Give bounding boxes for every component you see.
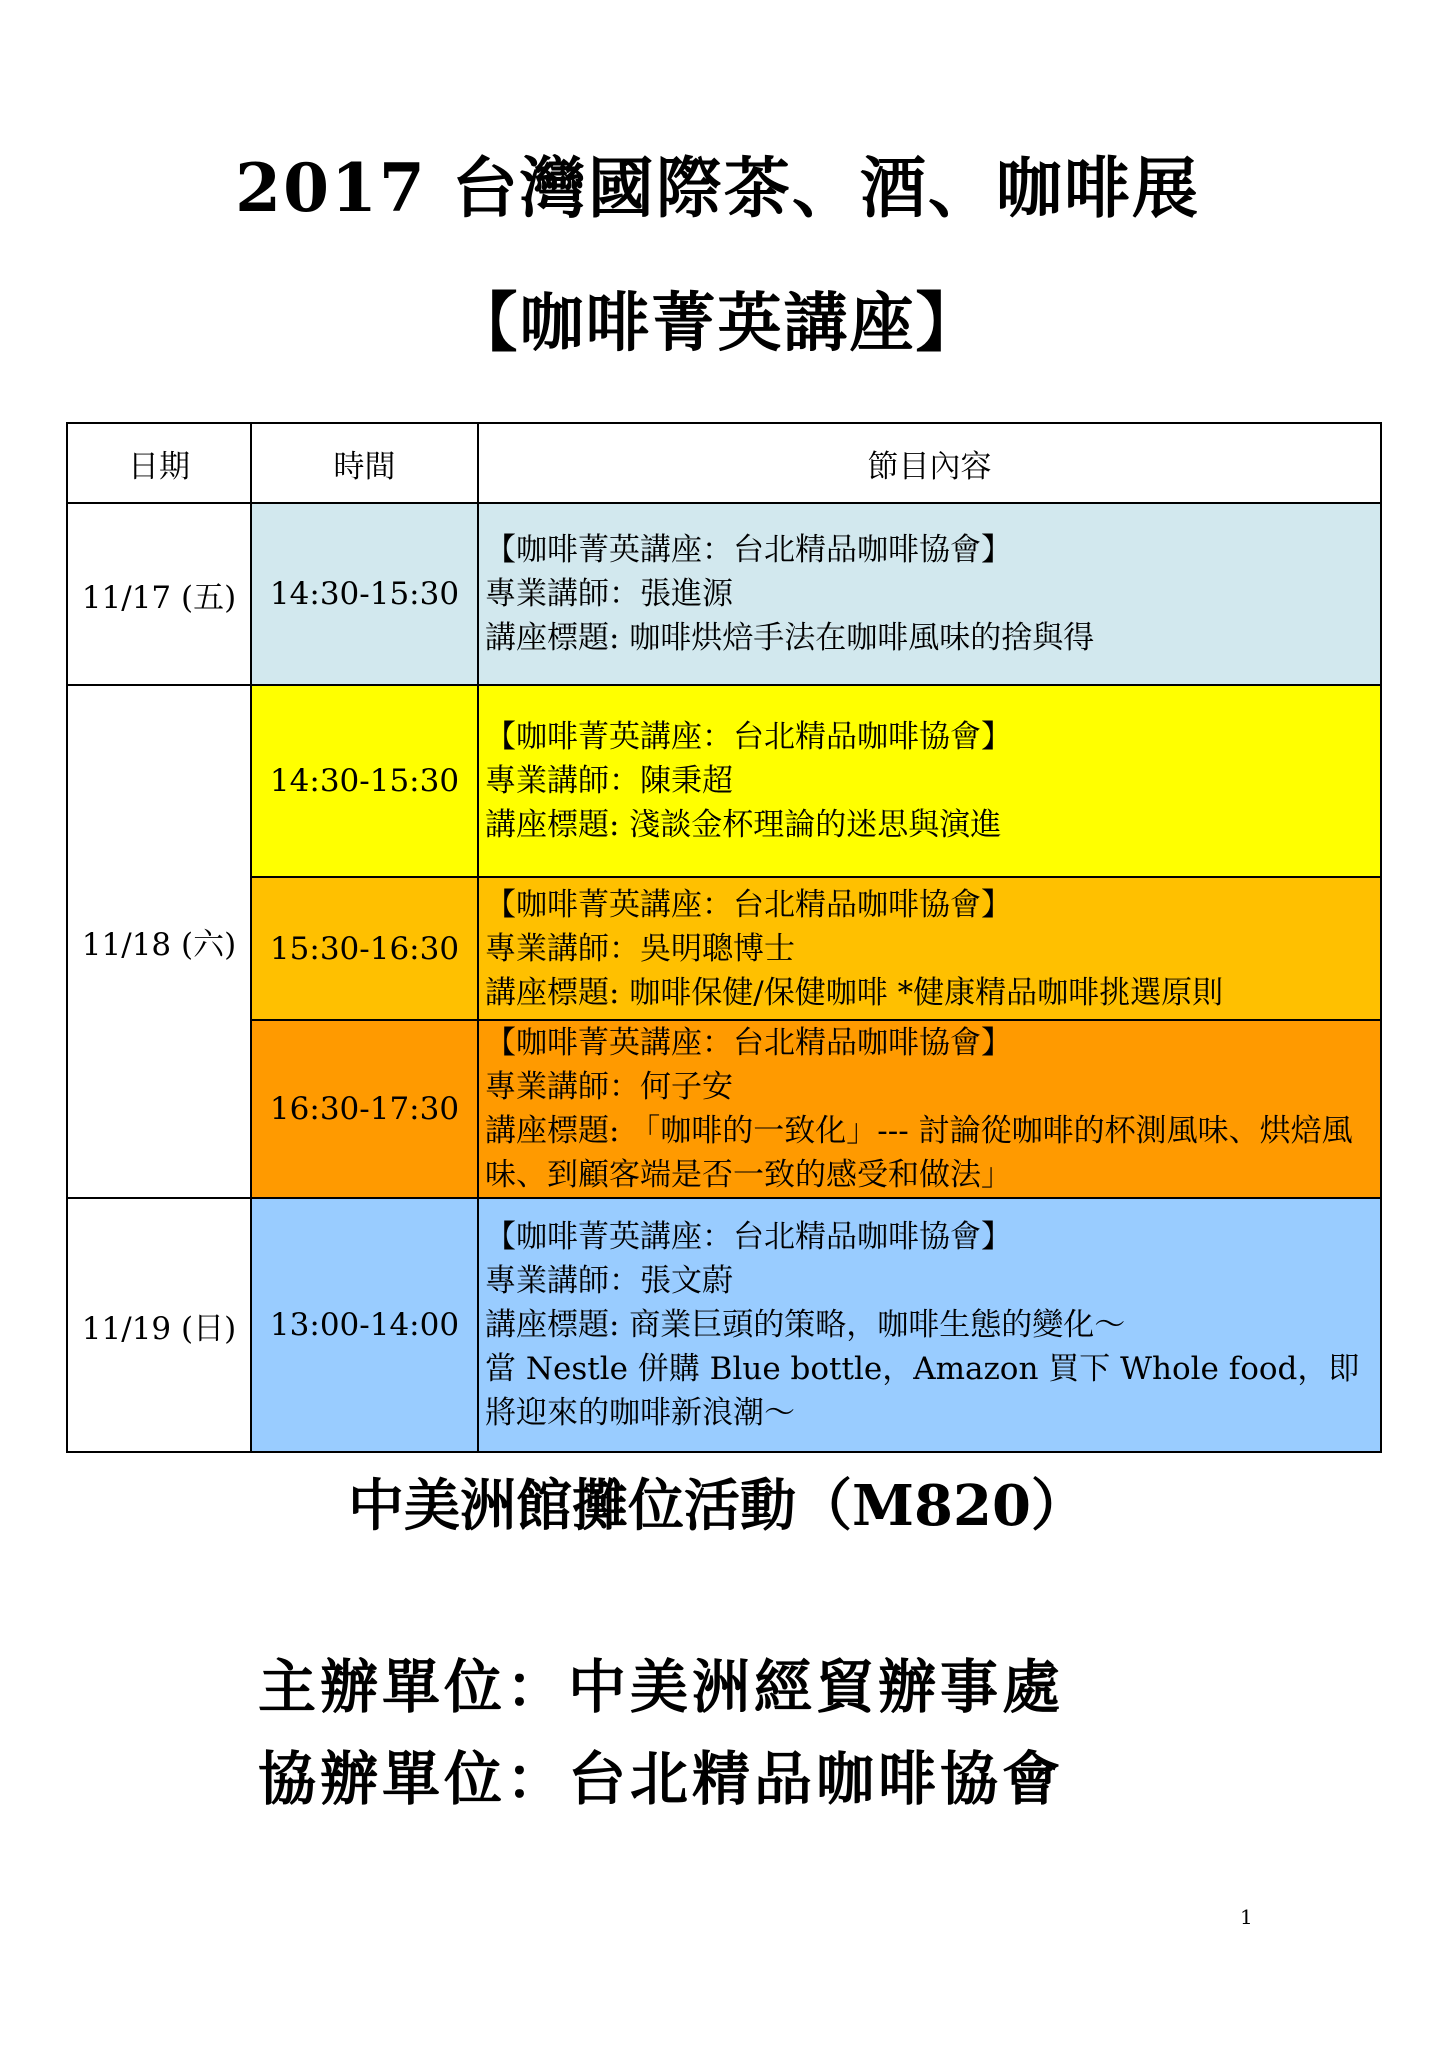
co-host-organizer: 協辦單位：台北精品咖啡協會 bbox=[258, 1745, 1065, 1813]
content-line: 講座標題: 咖啡烘焙手法在咖啡風味的捨與得 bbox=[485, 620, 1095, 656]
content-line: 講座標題: 「咖啡的一致化」--- 討論從咖啡的杯測風味、烘焙風味、到顧客端是否一致的感受和做法」 bbox=[485, 1113, 1353, 1193]
content-cell bbox=[478, 877, 1381, 1020]
host-organizer: 主辦單位：中美洲經貿辦事處 bbox=[258, 1653, 1065, 1721]
content-line: 專業講師：張進源 bbox=[485, 576, 733, 612]
content-line: 【咖啡菁英講座：台北精品咖啡協會】 bbox=[485, 532, 1012, 568]
content-line: 講座標題: 淺談金杯理論的迷思與演進 bbox=[485, 807, 1002, 843]
content-line: 講座標題: 商業巨頭的策略，咖啡生態的變化～ bbox=[485, 1307, 1126, 1343]
content-cell bbox=[478, 685, 1381, 877]
header-time: 時間 bbox=[251, 423, 478, 503]
header-content: 節目內容 bbox=[478, 423, 1381, 503]
content-line: 當 Nestle 併購 Blue bottle，Amazon 買下 Whole food，即將迎來的咖啡新浪潮～ bbox=[485, 1351, 1360, 1431]
table-row bbox=[67, 685, 1381, 877]
page-title: 2017 台灣國際茶、酒、咖啡展 bbox=[235, 149, 1200, 227]
content-cell bbox=[478, 1198, 1381, 1452]
table-row bbox=[67, 503, 1381, 685]
time-cell: 13:00-14:00 bbox=[251, 1198, 478, 1452]
content-line: 專業講師：張文蔚 bbox=[485, 1263, 733, 1299]
content-line: 講座標題: 咖啡保健/保健咖啡 *健康精品咖啡挑選原則 bbox=[485, 974, 1224, 1011]
table-row bbox=[67, 877, 1381, 1020]
content-line: 【咖啡菁英講座：台北精品咖啡協會】 bbox=[485, 1025, 1012, 1061]
content-line: 【咖啡菁英講座：台北精品咖啡協會】 bbox=[485, 886, 1012, 923]
date-cell: 11/17 (五) bbox=[67, 503, 251, 685]
date-cell: 11/18 (六) bbox=[67, 685, 251, 1198]
table-row bbox=[67, 1020, 1381, 1198]
table-row bbox=[67, 1198, 1381, 1452]
content-cell bbox=[478, 1020, 1381, 1198]
time-cell: 14:30-15:30 bbox=[251, 685, 478, 877]
schedule-table bbox=[66, 422, 1382, 1453]
page-subtitle: 【咖啡菁英講座】 bbox=[453, 286, 982, 361]
content-line: 【咖啡菁英講座：台北精品咖啡協會】 bbox=[485, 1219, 1012, 1255]
content-line: 【咖啡菁英講座：台北精品咖啡協會】 bbox=[485, 719, 1012, 755]
content-cell bbox=[478, 503, 1381, 685]
content-line: 專業講師：吳明聰博士 bbox=[485, 930, 795, 967]
date-cell: 11/19 (日) bbox=[67, 1198, 251, 1452]
time-cell: 15:30-16:30 bbox=[251, 877, 478, 1020]
time-cell: 16:30-17:30 bbox=[251, 1020, 478, 1198]
content-line: 專業講師：何子安 bbox=[485, 1069, 733, 1105]
page-number: 1 bbox=[1240, 1905, 1253, 1929]
booth-heading: 中美洲館攤位活動（M820） bbox=[348, 1473, 1087, 1539]
table-header-row bbox=[67, 423, 1381, 503]
content-line: 專業講師：陳秉超 bbox=[485, 763, 733, 799]
time-cell: 14:30-15:30 bbox=[251, 503, 478, 685]
header-date: 日期 bbox=[67, 423, 251, 503]
